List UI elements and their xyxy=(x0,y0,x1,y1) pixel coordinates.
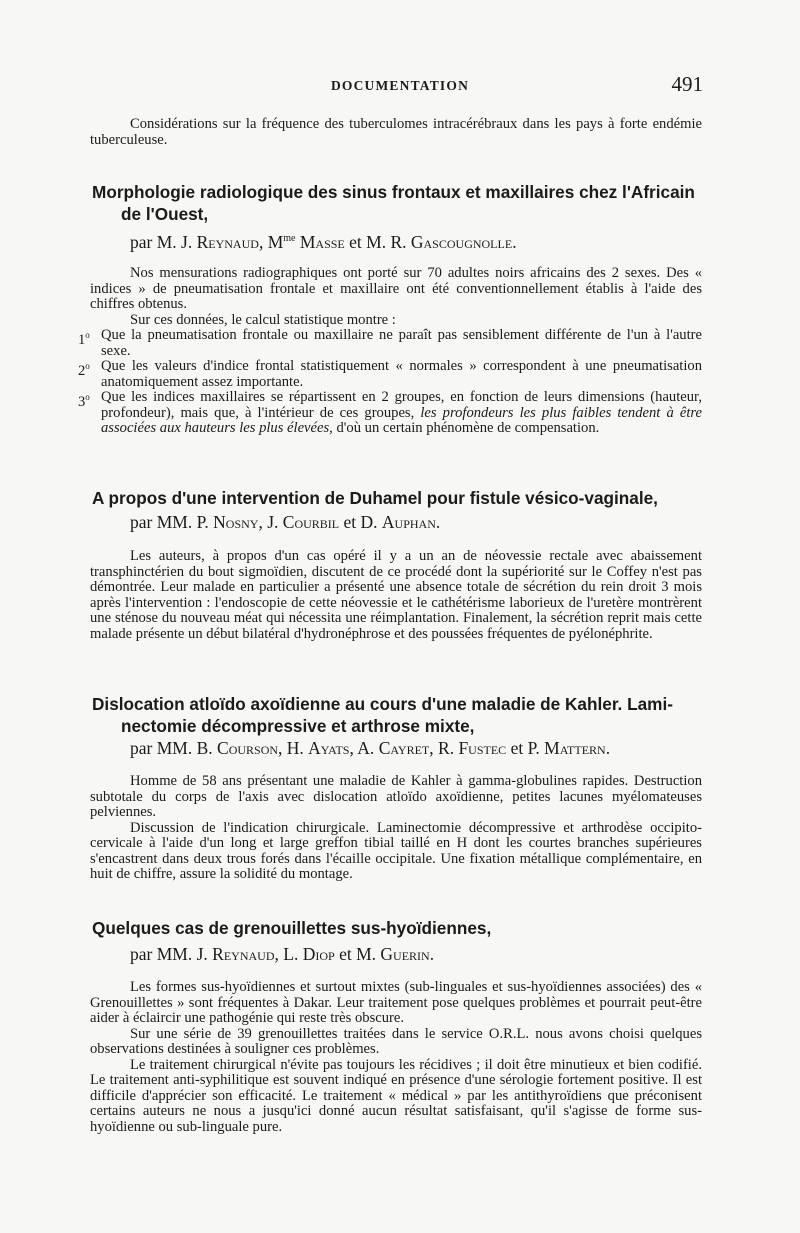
article-title xyxy=(92,487,704,509)
paragraph: Sur ces données, le calcul statistique montre : xyxy=(130,311,396,328)
list-item: 2$^o$ Que les valeurs d'indice frontal statistiquement « normales » correspondent à une pneumatisation anatomiquement assez importante. xyxy=(78,358,702,390)
article-body xyxy=(90,774,702,883)
author-name: Masse xyxy=(295,231,345,252)
emphasis: les profondeurs les plus faibles tendent à être associées aux hauteurs les plus élevées, xyxy=(101,404,702,436)
author-name: Gascougnolle xyxy=(410,231,513,252)
author-name: Fustec xyxy=(458,738,507,758)
paragraph: Les auteurs, à propos d'un cas opéré il y a un an de néovessie rectale avec abaissement transphinctérien du bout sigmoïdien, discutent de ce procédé dont la supériorité sur le Coffey n'est pas démontrée. Leur malade en particulier a présenté une absence totale de sécrétion du rein droit 3 mois après l'intervention : l'endoscopie de cette néovessie et le cathétérisme laborieux de l'uretère montrèrent une sténose du nouveau méat qui nécessita une réimplantation. Finalement, la sécrétion reprit mais cette malade présente un début bilatéral d'hydronéphrose et des poussées fréquentes de pyélonéphrite. xyxy=(90,548,702,642)
article-body xyxy=(90,980,702,1135)
paragraph: Les formes sus-hyoïdiennes et surtout mixtes (sub-linguales et sus-hyoïdiennes associées) des « Grenouillettes » sont fréquentes à Dakar. Leur traitement pose quelques problèmes et pourrait peut-être aider à éclaircir une pathogénie qui reste très obscure. xyxy=(90,979,702,1026)
page-number: 491 xyxy=(671,72,703,96)
numbered-list xyxy=(78,328,702,437)
paragraph: Sur une série de 39 grenouillettes traitées dans le service O.R.L. nous avons choisi quelques observations destinées à souligner ces problèmes. xyxy=(90,1025,702,1057)
author-name: Courson xyxy=(217,738,279,758)
author-name: Diop xyxy=(302,944,335,964)
list-item: 1$^o$ Que la pneumatisation frontale ou maxillaire ne paraît pas sensiblement différente de l'un à l'autre sexe. xyxy=(78,327,702,359)
list-item: 3$^o$ Que les indices maxillaires se répartissent en 2 groupes, en fonction de leurs dimensions (hauteur, profondeur), mais que, à l'intérieur de ces groupes, les profondeurs les plus faibles tendent à être associées aux hauteurs les plus élevées, d'où un certain phénomène de compensation. xyxy=(78,389,702,436)
author-name: Guerin xyxy=(380,944,430,964)
article-authors: par MM. J. Reynaud, L. Diop et M. Guerin. xyxy=(130,944,435,964)
article-authors: par M. J. Reynaud, $M^{me}$ Masse et M. R. Gascougnolle. xyxy=(130,231,517,252)
author-name: Ayats xyxy=(308,738,350,758)
paragraph: Considérations sur la fréquence des tuberculomes intracérébraux dans les pays à forte endémie tuberculeuse. xyxy=(90,116,702,148)
running-head: DOCUMENTATION xyxy=(330,78,470,93)
article-title xyxy=(92,917,704,939)
author-name: Nosny xyxy=(213,512,259,532)
author-name: Cayret xyxy=(378,738,430,758)
paragraph: Homme de 58 ans présentant une maladie de Kahler à gamma-globulines rapides. Destruction subtotale du corps de l'axis avec dislocation atloïdo axoïdienne, petites lacunes myélomateuses pelviennes. xyxy=(90,773,702,820)
paragraph: Le traitement chirurgical n'évite pas toujours les récidives ; il doit être minutieux et bien codifié. Le traitement anti-syphilitique est souvent indiqué en présence d'une sérologie fortement positive. Il est difficile d'apprécier son efficacité. Le traitement « médical » par les antithyroïdiens que préconisent certains auteurs ne nous a jusqu'ici donné aucun résultat satisfaisant, qu'il s'agisse de forme sus-hyoïdienne ou sub-linguale pure. xyxy=(90,1056,702,1135)
author-name: Reynaud xyxy=(196,231,259,252)
title-line: nectomie décompressive et arthrose mixte, xyxy=(121,716,475,736)
article-title xyxy=(92,693,704,737)
title-line: A propos d'une intervention de Duhamel pour fistule vésico-vaginale, xyxy=(92,488,658,508)
author-name: Courbil xyxy=(282,512,340,532)
title-line: Quelques cas de grenouillettes sus-hyoïdiennes, xyxy=(92,918,492,938)
author-name: Mattern xyxy=(544,738,606,758)
paragraph: Discussion de l'indication chirurgicale. Laminectomie décompressive et arthrodèse occipito-cervicale à l'aide d'un long et large greffon tibial taillé en H dont les courtes branches supérieures s'encastrent dans deux trous forés dans l'écaille occipitale. Une fixation métallique complémentaire, en huit de chiffre, assure la solidité du montage. xyxy=(90,819,702,882)
article-authors: par MM. P. Nosny, J. Courbil et D. Auphan. xyxy=(130,512,441,532)
title-line: Dislocation atloïdo axoïdienne au cours d'une maladie de Kahler. Lami- xyxy=(92,694,673,714)
article-body xyxy=(90,549,702,642)
author-name: Auphan xyxy=(381,512,436,532)
intro-paragraph xyxy=(90,117,702,148)
article-title xyxy=(92,181,704,225)
title-line: de l'Ouest, xyxy=(121,204,209,224)
paragraph: Nos mensurations radiographiques ont porté sur 70 adultes noirs africains des 2 sexes. Des « indices » de pneumatisation frontale et maxillaire ont été conventionnellement établis à l'aide des chiffres obtenus. xyxy=(90,265,702,312)
article-authors: par MM. B. Courson, H. Ayats, A. Cayret, R. Fustec et P. Mattern. xyxy=(130,738,611,758)
title-line: Morphologie radiologique des sinus frontaux et maxillaires chez l'Africain xyxy=(92,182,695,202)
article-body xyxy=(78,265,702,437)
author-name: Reynaud xyxy=(212,944,275,964)
